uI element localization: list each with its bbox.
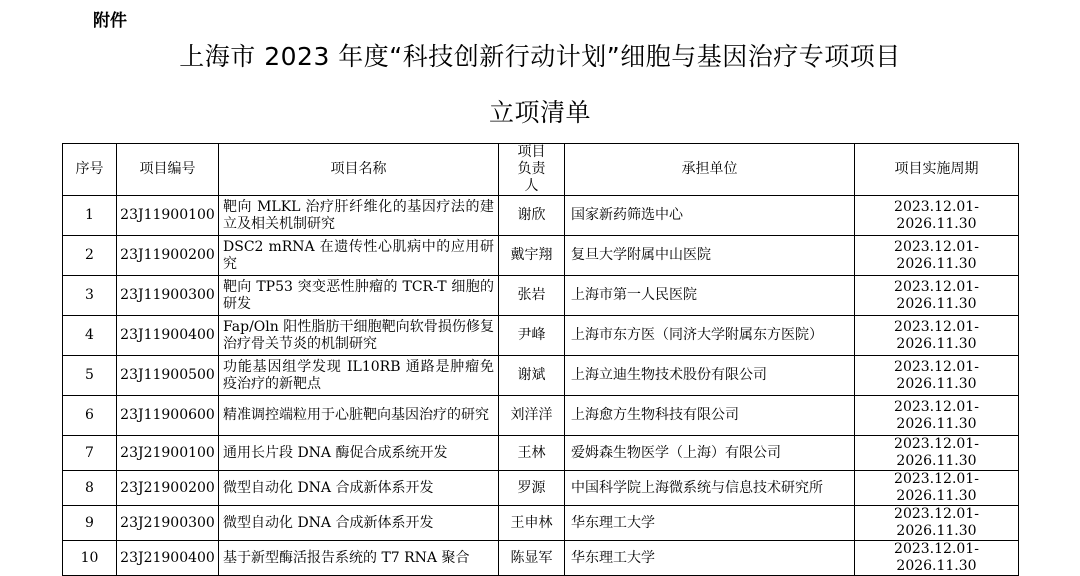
- cell-unit: 复旦大学附属中山医院: [565, 236, 855, 276]
- cell-name: 微型自动化 DNA 合成新体系开发: [219, 471, 499, 506]
- attachment-label: 附件: [93, 11, 127, 31]
- table-row: [63, 276, 1019, 316]
- cell-index: 1: [63, 196, 117, 236]
- cell-unit: 国家新药筛选中心: [565, 196, 855, 236]
- cell-unit: 华东理工大学: [565, 541, 855, 576]
- table-row: [63, 356, 1019, 396]
- table-row: [63, 196, 1019, 236]
- table-row: [63, 541, 1019, 576]
- cell-code: 23J11900600: [117, 396, 219, 436]
- cell-index: 5: [63, 356, 117, 396]
- cell-leader: 陈显军: [499, 541, 565, 576]
- cell-unit: 华东理工大学: [565, 506, 855, 541]
- project-table: [62, 143, 1019, 576]
- cell-index: 4: [63, 316, 117, 356]
- table-row: [63, 236, 1019, 276]
- cell-code: 23J11900500: [117, 356, 219, 396]
- cell-leader: 张岩: [499, 276, 565, 316]
- cell-leader: 戴宇翔: [499, 236, 565, 276]
- cell-index: 7: [63, 436, 117, 471]
- cell-unit: 上海市东方医（同济大学附属东方医院）: [565, 316, 855, 356]
- cell-name: 微型自动化 DNA 合成新体系开发: [219, 506, 499, 541]
- cell-index: 10: [63, 541, 117, 576]
- cell-period: 2023.12.01-2026.11.30: [855, 436, 1019, 471]
- cell-code: 23J21900300: [117, 506, 219, 541]
- cell-name: 基于新型酶活报告系统的 T7 RNA 聚合: [219, 541, 499, 576]
- cell-index: 8: [63, 471, 117, 506]
- cell-unit: 上海愈方生物科技有限公司: [565, 396, 855, 436]
- table-row: [63, 506, 1019, 541]
- header-code: 项目编号: [117, 144, 219, 196]
- cell-period: 2023.12.01-2026.11.30: [855, 196, 1019, 236]
- cell-period: 2023.12.01-2026.11.30: [855, 276, 1019, 316]
- header-name: 项目名称: [219, 144, 499, 196]
- cell-index: 9: [63, 506, 117, 541]
- cell-leader: 尹峰: [499, 316, 565, 356]
- table-row: [63, 471, 1019, 506]
- cell-leader: 罗源: [499, 471, 565, 506]
- cell-unit: 上海市第一人民医院: [565, 276, 855, 316]
- cell-code: 23J11900200: [117, 236, 219, 276]
- cell-period: 2023.12.01-2026.11.30: [855, 236, 1019, 276]
- cell-unit: 上海立迪生物技术股份有限公司: [565, 356, 855, 396]
- cell-name: DSC2 mRNA 在遗传性心肌病中的应用研究: [219, 236, 499, 276]
- header-index: 序号: [63, 144, 117, 196]
- cell-leader: 王林: [499, 436, 565, 471]
- cell-period: 2023.12.01-2026.11.30: [855, 396, 1019, 436]
- cell-leader: 刘洋洋: [499, 396, 565, 436]
- table-header-row: [63, 144, 1019, 196]
- cell-leader: 王申林: [499, 506, 565, 541]
- cell-period: 2023.12.01-2026.11.30: [855, 541, 1019, 576]
- cell-unit: 中国科学院上海微系统与信息技术研究所: [565, 471, 855, 506]
- cell-code: 23J11900400: [117, 316, 219, 356]
- cell-code: 23J11900100: [117, 196, 219, 236]
- cell-name: 功能基因组学发现 IL10RB 通路是肿瘤免疫治疗的新靶点: [219, 356, 499, 396]
- cell-period: 2023.12.01-2026.11.30: [855, 506, 1019, 541]
- cell-period: 2023.12.01-2026.11.30: [855, 356, 1019, 396]
- cell-leader: 谢欣: [499, 196, 565, 236]
- cell-name: 精准调控端粒用于心脏靶向基因治疗的研究: [219, 396, 499, 436]
- cell-index: 3: [63, 276, 117, 316]
- header-unit: 承担单位: [565, 144, 855, 196]
- table-row: [63, 316, 1019, 356]
- cell-name: 靶向 MLKL 治疗肝纤维化的基因疗法的建立及相关机制研究: [219, 196, 499, 236]
- header-leader: 项目负责人: [499, 144, 565, 196]
- header-period: 项目实施周期: [855, 144, 1019, 196]
- page-title: 上海市 2023 年度“科技创新行动计划”细胞与基因治疗专项项目: [179, 42, 901, 71]
- cell-name: 通用长片段 DNA 酶促合成系统开发: [219, 436, 499, 471]
- cell-code: 23J21900100: [117, 436, 219, 471]
- cell-index: 6: [63, 396, 117, 436]
- page-subtitle: 立项清单: [488, 98, 591, 127]
- cell-code: 23J11900300: [117, 276, 219, 316]
- cell-period: 2023.12.01-2026.11.30: [855, 471, 1019, 506]
- cell-unit: 爱姆森生物医学（上海）有限公司: [565, 436, 855, 471]
- cell-leader: 谢斌: [499, 356, 565, 396]
- cell-index: 2: [63, 236, 117, 276]
- cell-code: 23J21900200: [117, 471, 219, 506]
- cell-name: Fap/Oln 阳性脂肪干细胞靶向软骨损伤修复治疗骨关节炎的机制研究: [219, 316, 499, 356]
- cell-code: 23J21900400: [117, 541, 219, 576]
- table-row: [63, 396, 1019, 436]
- table-row: [63, 436, 1019, 471]
- cell-period: 2023.12.01-2026.11.30: [855, 316, 1019, 356]
- cell-name: 靶向 TP53 突变恶性肿瘤的 TCR-T 细胞的研发: [219, 276, 499, 316]
